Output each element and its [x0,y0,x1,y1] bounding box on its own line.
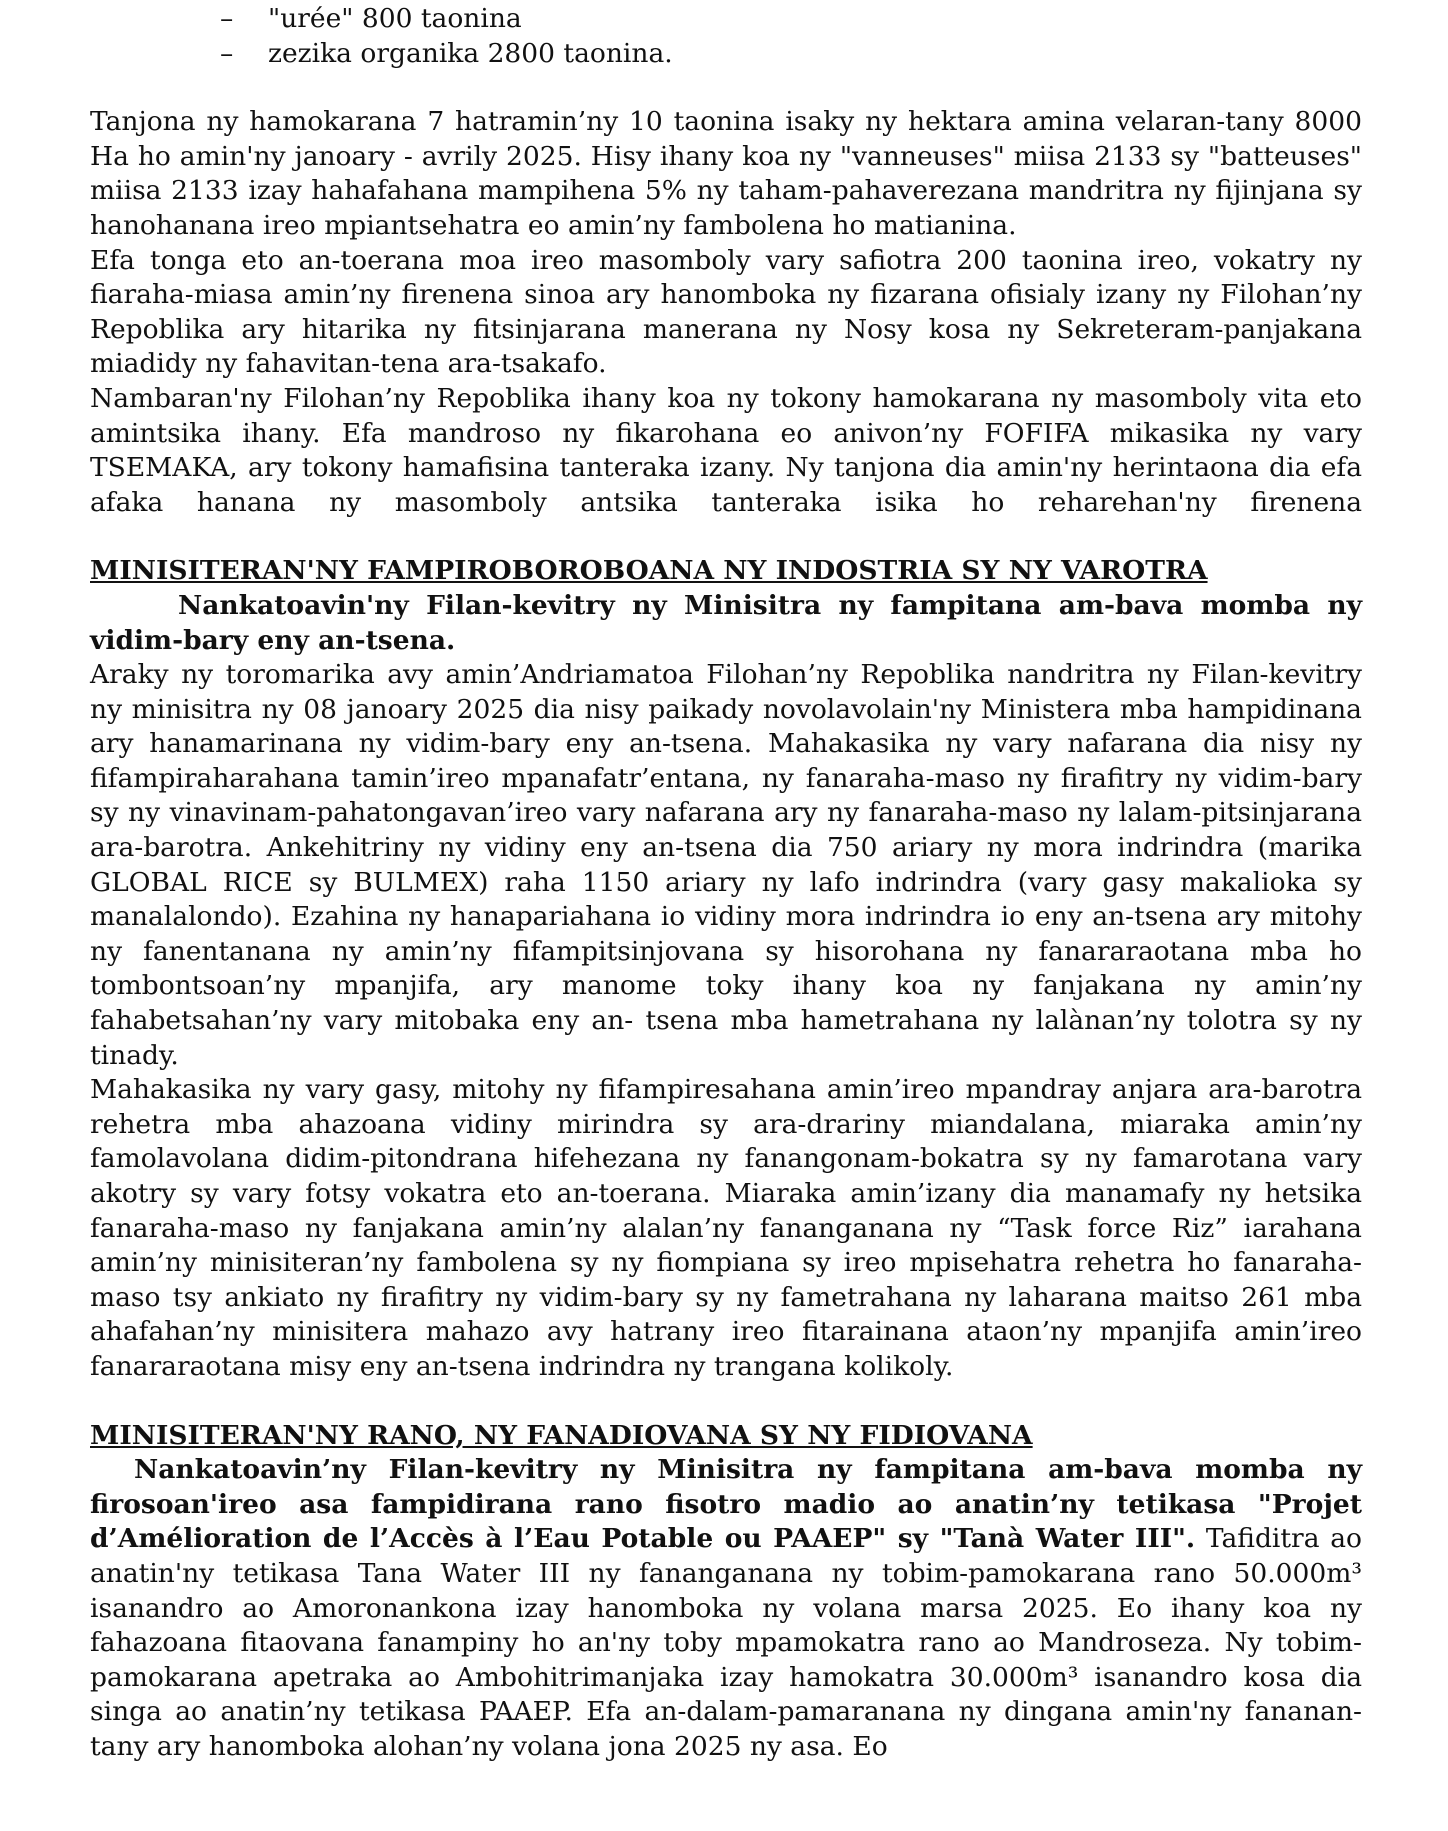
document-page [90,0,1362,1765]
spacer [90,520,1362,554]
lead-paragraph: Nankatoavin'ny Filan-kevitry ny Minisitra ny fampitana am-bava momba ny vidim-bary eny an-tsena. [90,589,1362,656]
paragraph: Araky ny toromarika avy amin’Andriamatoa Filohan’ny Repoblika nandritra ny Filan-kevitry ny minisitra ny 08 janoary 2025 dia nisy paikady novolavolain'ny Ministera mba hampidinana ary hanamarinana ny vidim-bary eny an-tsena. Mahakasika ny vary nafarana dia nisy ny fifampiraharahana tamin’ireo mpanafatr’entana, ny fanaraha-maso ny firafitry ny vidim-bary sy ny vinavinam-pahatongavan’ireo vary nafarana ary ny fanaraha-maso ny lalam-pitsinjarana ara-barotra. Ankehitriny ny vidiny eny an-tsena dia 750 ariary ny mora indrindra (marika GLOBAL RICE sy BULMEX) raha 1150 ariary ny lafo indrindra (vary gasy makalioka sy manalalondo). Ezahina ny hanapariahana io vidiny mora indrindra io eny an-tsena ary mitohy ny fanentanana ny amin’ny fifampitsinjovana sy hisorohana ny fanararaotana mba ho tombontsoan’ny mpanjifa, ary manome toky ihany koa ny fanjakana ny amin’ny fahabetsahan’ny vary mitobaka eny an- tsena mba hametrahana ny lalànan’ny tolotra sy ny tinady. [90,659,1362,1071]
list-item-text: "urée" 800 taonina [268,3,522,34]
paragraph: Nambaran'ny Filohan’ny Repoblika ihany koa ny tokony hamokarana ny masomboly vita eto amintsika ihany. Efa mandroso ny fikarohana eo anivon’ny FOFIFA mikasika ny vary TSEMAKA, ary tokony hamafisina tanteraka izany. Ny tanjona dia amin'ny herintaona dia efa afaka hanana ny masomboly antsika tanteraka isika ho reharehan'ny firenena [90,382,1362,518]
spacer [90,71,1362,105]
paragraph: Mahakasika ny vary gasy, mitohy ny fifampiresahana amin’ireo mpandray anjara ara-barotra rehetra mba ahazoana vidiny mirindra sy ara-drariny miandalana, miaraka amin’ny famolavolana didim-pitondrana hifehezana ny fanangonam-bokatra sy ny famarotana vary akotry sy vary fotsy vokatra eto an-toerana. Miaraka amin’izany dia manamafy ny hetsika fanaraha-maso ny fanjakana amin’ny alalan’ny fananganana ny “Task force Riz” iarahana amin’ny minisiteran’ny fambolena sy ny fiompiana sy ireo mpisehatra rehetra ho fanaraha-maso tsy ankiato ny firafitry ny vidim-bary sy ny fametrahana ny laharana maitso 261 mba ahafahan’ny minisitera mahazo avy hatrany ireo fitarainana ataon’ny mpanjifa amin’ireo fanararaotana misy eny an-tsena indrindra ny trangana kolikoly. [90,1074,1362,1382]
lead-text: Nankatoavin’ny Filan-kevitry ny Minisitra ny fampitana am-bava momba ny firosoan'ireo asa fampidirana rano fisotro madio ao anatin’ny tetikasa "Projet d’Amélioration de l’Accès à l’Eau Potable ou PAAEP" sy "Tanà Water III". [90,1454,1362,1555]
list-item [90,37,1362,72]
list-item [90,2,1362,37]
paragraph: Efa tonga eto an-toerana moa ireo masomboly vary safiotra 200 taonina ireo, vokatry ny fiaraha-miasa amin’ny firenena sinoa ary hanomboka ny fizarana ofisialy izany ny Filohan’ny Repoblika ary hitarika ny fitsinjarana manerana ny Nosy kosa ny Sekreteram-panjakana miadidy ny fahavitan-tena ara-tsakafo. [90,244,1362,380]
dash-marker: – [220,37,234,69]
dash-marker: – [220,3,234,34]
paragraph [90,1453,1362,1764]
paragraph: Tanjona ny hamokarana 7 hatramin’ny 10 taonina isaky ny hektara amina velaran-tany 8000 Ha ho amin'ny janoary - avrily 2025. Hisy ihany koa ny "vanneuses" miisa 2133 sy "batteuses" miisa 2133 izay hahafahana mampihena 5% ny taham-pahaverezana mandritra ny fijinjana sy hanohanana ireo mpiantsehatra eo amin’ny fambolena ho matianina. [90,106,1362,241]
section-heading: MINISITERAN'NY FAMPIROBOROBOANA NY INDOSTRIA SY NY VAROTRA [90,555,1208,587]
list-item-text: zezika organika 2800 taonina. [268,37,673,69]
bullet-list [90,0,1362,71]
body-text: Tafiditra ao anatin'ny tetikasa Tana Water III ny fananganana ny tobim-pamokarana rano 50.000m³ isanandro ao Amoronankona izay hanomboka ny volana marsa 2025. Eo ihany koa ny fahazoana fitaovana fanampiny ho an'ny toby mpamokatra rano ao Mandroseza. Ny tobim-pamokarana apetraka ao Ambohitrimanjaka izay hamokatra 30.000m³ isanandro kosa dia singa ao anatin’ny tetikasa PAAEP. Efa an-dalam-pamaranana ny dingana amin'ny fananan-tany ary hanomboka alohan’ny volana jona 2025 ny asa. Eo [90,1523,1363,1762]
spacer [90,1385,1362,1419]
section-heading: MINISITERAN'NY RANO, NY FANADIOVANA SY NY FIDIOVANA [90,1419,1033,1451]
